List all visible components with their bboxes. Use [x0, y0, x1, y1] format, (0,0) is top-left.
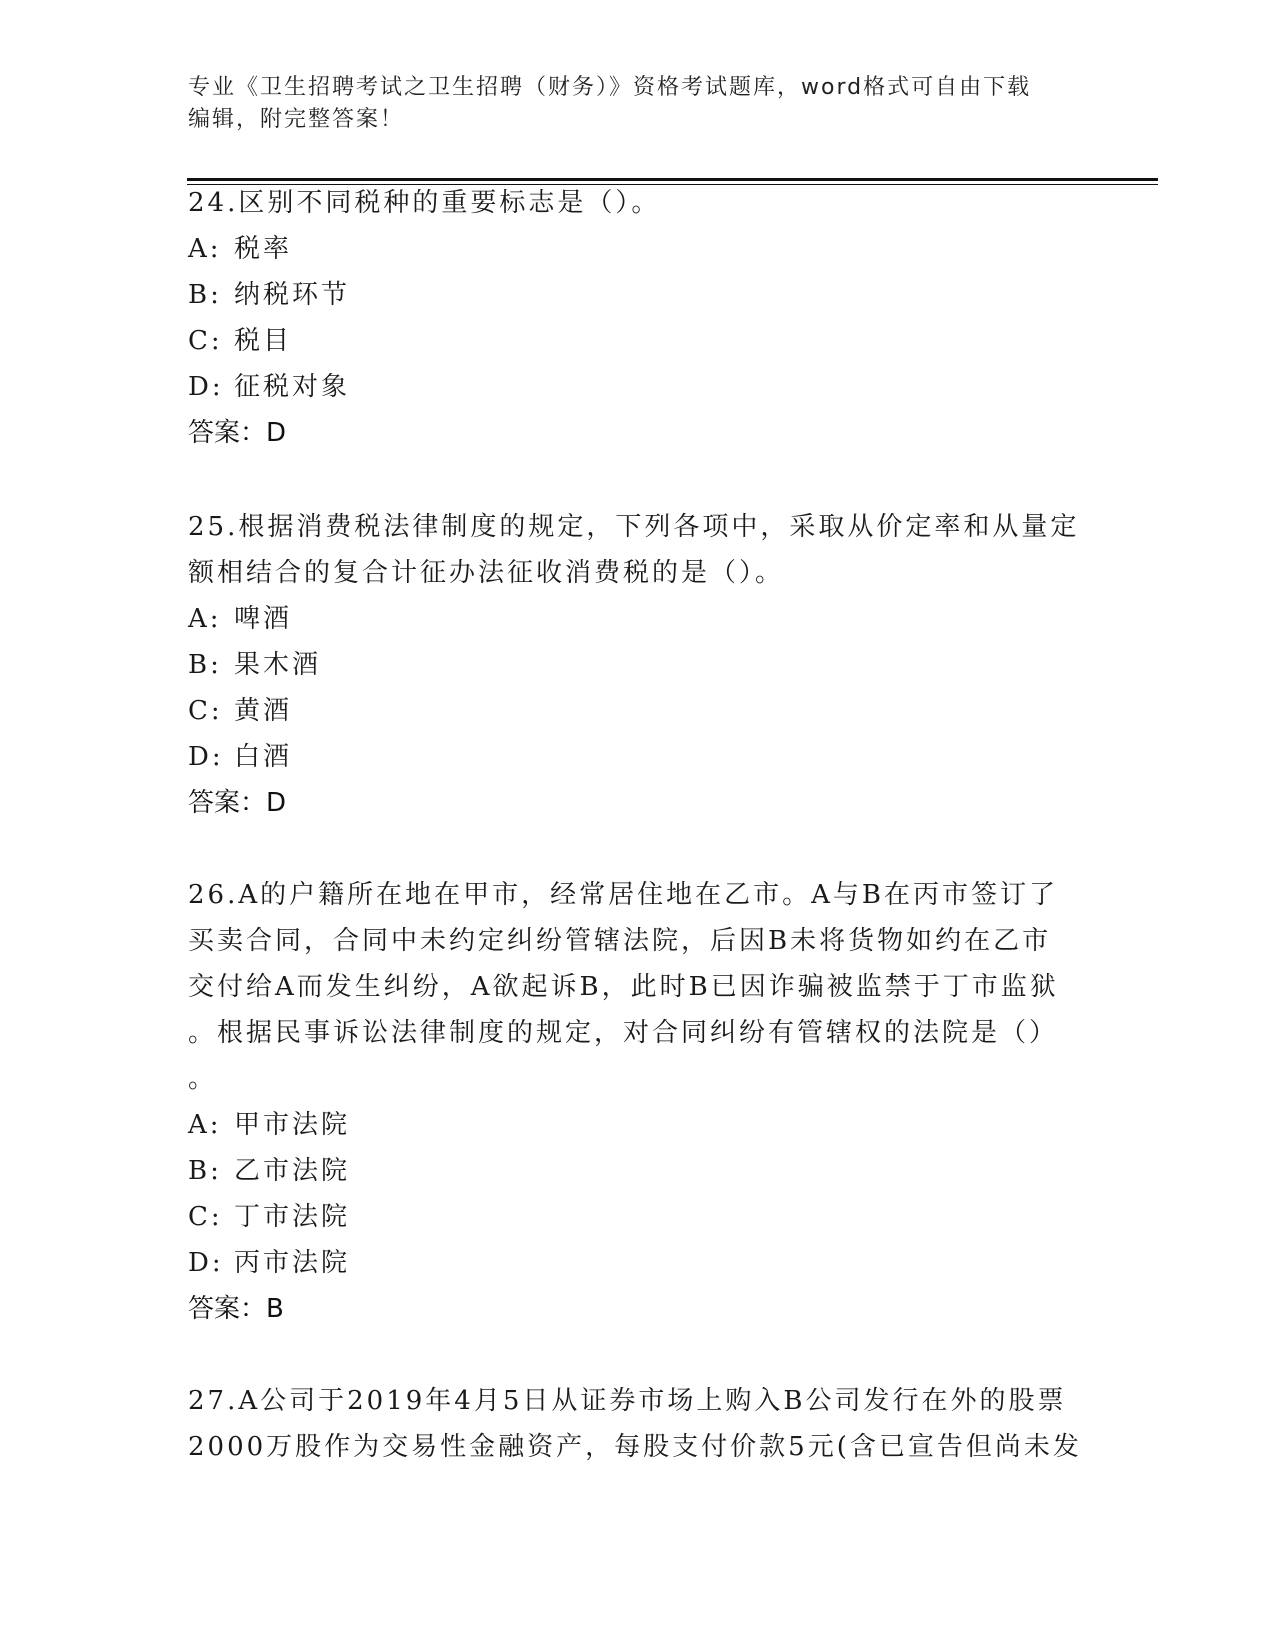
option-letter: B:	[188, 1156, 222, 1186]
option-a	[188, 226, 1088, 272]
option-d	[188, 1240, 1088, 1286]
option-a	[188, 596, 1088, 642]
option-letter: D:	[188, 372, 224, 402]
header-line-2: 编辑，附完整答案！	[188, 107, 405, 132]
answer-label: 答案：D	[188, 788, 287, 818]
option-c	[188, 1194, 1088, 1240]
option-a	[188, 1102, 1088, 1148]
option-letter: C:	[188, 1202, 223, 1232]
option-d	[188, 734, 1088, 780]
question-25	[188, 504, 1088, 826]
option-text: 乙市法院	[234, 1156, 351, 1186]
option-c	[188, 688, 1088, 734]
option-b	[188, 1148, 1088, 1194]
option-text: 果木酒	[234, 650, 322, 680]
option-text: 征税对象	[234, 372, 351, 402]
question-stem: 额相结合的复合计征办法征收消费税的是（）。	[188, 558, 785, 588]
option-letter: C:	[188, 326, 223, 356]
question-stem: 买卖合同，合同中未约定纠纷管辖法院，后因B未将货物如约在乙市	[188, 926, 1052, 956]
answer-label: 答案：D	[188, 418, 287, 448]
option-text: 纳税环节	[234, 280, 351, 310]
option-letter: D:	[188, 742, 224, 772]
option-text: 丁市法院	[234, 1202, 351, 1232]
option-text: 白酒	[234, 742, 293, 772]
question-stem: 25.根据消费税法律制度的规定，下列各项中，采取从价定率和从量定	[188, 512, 1080, 542]
option-letter: A:	[188, 1110, 222, 1140]
question-stem: 24.区别不同税种的重要标志是（）。	[188, 188, 661, 218]
option-letter: B:	[188, 280, 222, 310]
option-text: 黄酒	[234, 696, 293, 726]
option-c	[188, 318, 1088, 364]
question-26	[188, 872, 1088, 1332]
option-d	[188, 364, 1088, 410]
question-24	[188, 180, 1088, 456]
option-letter: D:	[188, 1248, 224, 1278]
question-stem: 交付给A而发生纠纷，A欲起诉B，此时B已因诈骗被监禁于丁市监狱	[188, 972, 1059, 1002]
option-b	[188, 272, 1088, 318]
question-stem: 27.A公司于2019年4月5日从证券市场上购入B公司发行在外的股票	[188, 1386, 1067, 1416]
option-letter: C:	[188, 696, 223, 726]
option-text: 税率	[234, 234, 293, 264]
option-letter: A:	[188, 234, 222, 264]
option-b	[188, 642, 1088, 688]
question-stem: 。	[188, 1064, 218, 1094]
option-text: 税目	[234, 326, 293, 356]
question-stem: 。根据民事诉讼法律制度的规定，对合同纠纷有管辖权的法院是（）	[188, 1018, 1059, 1048]
header-line-1: 专业《卫生招聘考试之卫生招聘（财务）》资格考试题库，word格式可自由下载	[188, 75, 1032, 100]
question-stem: 26.A的户籍所在地在甲市，经常居住地在乙市。A与B在丙市签订了	[188, 880, 1059, 910]
answer-label: 答案：B	[188, 1294, 284, 1324]
option-letter: B:	[188, 650, 222, 680]
option-letter: A:	[188, 604, 222, 634]
option-text: 甲市法院	[234, 1110, 351, 1140]
question-27	[188, 1378, 1088, 1470]
option-text: 丙市法院	[234, 1248, 351, 1278]
question-stem: 2000万股作为交易性金融资产，每股支付价款5元(含已宣告但尚未发	[188, 1432, 1082, 1462]
document-header-note	[188, 72, 1088, 136]
option-text: 啤酒	[234, 604, 293, 634]
